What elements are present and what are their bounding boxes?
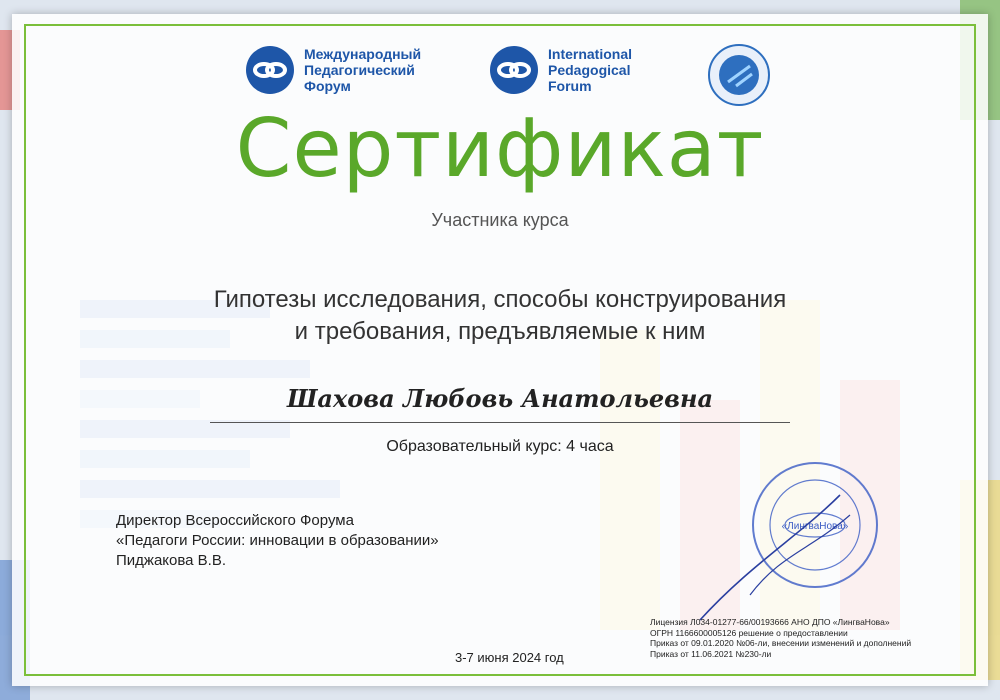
organization-seal-icon — [708, 44, 770, 106]
en-forum-logo — [490, 46, 632, 94]
en-forum-line-1: International — [548, 46, 633, 62]
forum-emblem-icon — [490, 46, 538, 94]
license-line-4: Приказ от 11.06.2021 №230-ли — [650, 648, 772, 659]
en-forum-line-2: Pedagogical — [548, 62, 631, 78]
course-title-line-1: Гипотезы исследования, способы конструирования — [213, 286, 787, 313]
license-line-3: Приказ от 09.01.2020 №06-ли, внесении изменений и дополнений — [650, 638, 912, 648]
certificate-subtitle: Участника курса — [431, 210, 569, 230]
ru-forum-logo — [246, 46, 421, 94]
director-line-2: «Педагоги России: инновации в образовании» — [116, 532, 439, 549]
certificate-title: Сертификат — [235, 102, 765, 195]
course-date: 3-7 июня 2024 год — [455, 650, 564, 665]
participant-name: Шахова Любовь Анатольевна — [287, 384, 713, 413]
ru-forum-line-2: Педагогический — [304, 62, 415, 78]
course-title — [100, 284, 900, 348]
official-stamp — [690, 455, 910, 635]
ru-forum-line-3: Форум — [304, 78, 351, 94]
name-underline — [210, 422, 790, 423]
course-hours: Образовательный курс: 4 часа — [386, 438, 614, 455]
director-line-1: Директор Всероссийского Форума — [116, 512, 354, 529]
director-name: Пиджакова В.В. — [116, 552, 227, 569]
director-block — [116, 511, 439, 571]
course-title-line-2: и требования, предъявляемые к ним — [294, 318, 706, 345]
en-forum-line-3: Forum — [548, 78, 592, 94]
license-line-1: Лицензия Л034-01277-66/00193666 АНО ДПО «ЛингваНова» — [650, 617, 890, 627]
license-line-2: ОГРН 1166600005126 решение о предоставлении — [650, 627, 848, 638]
license-info — [650, 617, 911, 659]
ru-forum-line-1: Международный — [304, 46, 422, 62]
forum-emblem-icon — [246, 46, 294, 94]
stamp-label: «ЛингваНова» — [781, 521, 849, 532]
